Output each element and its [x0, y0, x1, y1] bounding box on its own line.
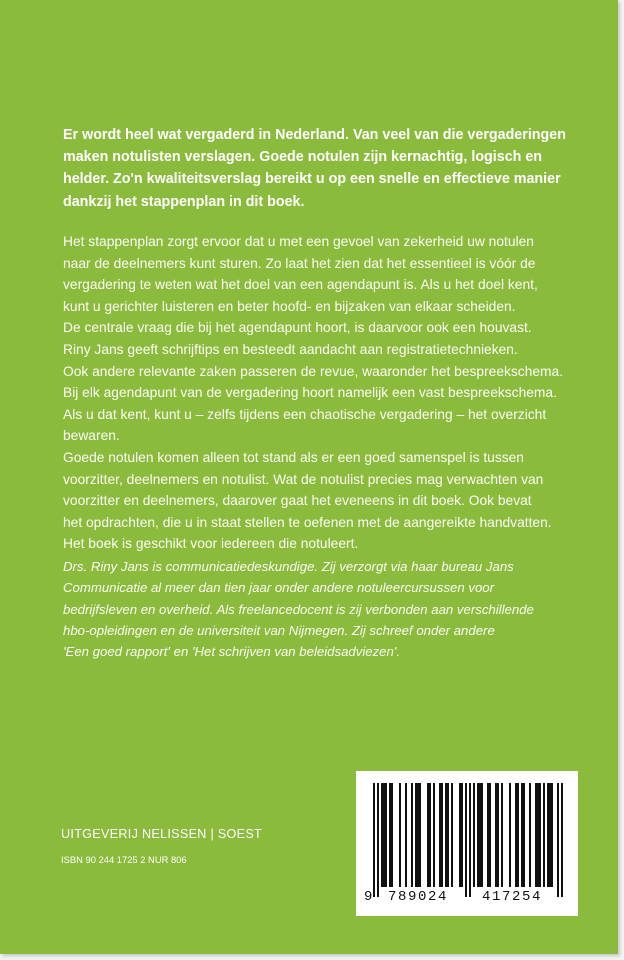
barcode-bar [521, 783, 523, 887]
publisher-name: UITGEVERIJ NELISSEN | SOEST [61, 827, 263, 841]
barcode-bar [389, 783, 391, 887]
barcode-bar [561, 783, 563, 897]
body-line: kunt u gerichter luisteren en beter hoofd- en bijzaken van elkaar scheiden. [63, 298, 516, 314]
body-line: naar de deelnemers kunt sturen. Zo laat het zien dat het essentieel is vóór de [63, 255, 536, 271]
lead-line: dankzij het stappenplan in dit boek. [63, 193, 305, 210]
body-line: Bij elk agendapunt van de vergadering hoort namelijk een vast bespreekschema. [63, 385, 557, 401]
lead-line: helder. Zo'n kwaliteitsverslag bereikt u op een snelle en effectieve manier [63, 171, 561, 188]
barcode-bar [497, 783, 499, 887]
barcode-bar [411, 783, 413, 887]
barcode-bar [399, 783, 401, 887]
author-line: bedrijfsleven en overheid. Als freelancedocent is zij verbonden aan verschillende [63, 601, 534, 617]
author-line: hbo-opleidingen en de universiteit van Nijmegen. Zij schreef onder andere [63, 622, 495, 638]
body-line: De centrale vraag die bij het agendapunt hoort, is daarvoor ook een houvast. [63, 320, 532, 336]
barcode-bar [465, 783, 467, 897]
body-line: Als u dat kent, kunt u – zelfs tijdens een chaotische vergadering – het overzicht [63, 406, 547, 422]
barcode-bar [383, 783, 385, 887]
barcode-digits [356, 889, 578, 909]
barcode-bar [473, 783, 475, 887]
author-line: Communicatie al meer dan tien jaar onder andere notuleercursussen voor [63, 580, 495, 596]
author-bio [63, 556, 583, 662]
barcode-bar [469, 783, 471, 897]
barcode-bar [479, 783, 481, 887]
barcode-bar [405, 783, 407, 887]
barcode-bar [539, 783, 541, 887]
barcode-bar [495, 783, 497, 887]
barcode-bar [419, 783, 421, 887]
barcode-bar [481, 783, 483, 887]
barcode-bar [377, 783, 379, 897]
barcode-bar [477, 783, 479, 887]
lead-line: maken notulisten verslagen. Goede notulen zijn kernachtig, logisch en [63, 149, 543, 166]
barcode-bar [487, 783, 489, 887]
barcode-bar [417, 783, 419, 887]
body-line: Goede notulen komen alleen tot stand als er een goed samenspel is tussen [63, 449, 524, 465]
body-line: het opdrachten, die u in staat stellen te oefenen met de aangereikte handvatten. [63, 514, 552, 530]
barcode-bar [441, 783, 443, 887]
barcode-bar [445, 783, 447, 887]
barcode-bar [427, 783, 429, 887]
body-paragraphs [63, 231, 581, 555]
barcode-bar [433, 783, 435, 887]
barcode-bar [429, 783, 431, 887]
author-line: Drs. Riny Jans is communicatiedeskundige. Zij verzorgt via haar bureau Jans [63, 559, 514, 574]
barcode-digits-right: 417254 [482, 889, 543, 905]
lead-paragraph [63, 124, 573, 213]
barcode-bar [385, 783, 387, 887]
barcode-digit-first: 9 [364, 889, 373, 905]
barcode-bar [515, 783, 517, 887]
barcode-bar [461, 783, 463, 887]
barcode-bar [551, 783, 553, 887]
isbn-line: ISBN 90 244 1725 2 NUR 806 [61, 854, 187, 865]
body-line: Het boek is geschikt voor iedereen die notuleert. [63, 536, 359, 552]
lead-line: Er wordt heel wat vergaderd in Nederland. Van veel van die vergaderingen [63, 127, 566, 143]
barcode [356, 771, 578, 916]
barcode-bar [447, 783, 449, 887]
barcode-bar [535, 783, 537, 887]
barcode-bar [381, 783, 383, 887]
barcode-bar [523, 783, 525, 887]
body-line: Het stappenplan zorgt ervoor dat u met een gevoel van zekerheid uw notulen [63, 234, 534, 249]
barcode-bar [537, 783, 539, 887]
body-line: Riny Jans geeft schrijftips en besteedt aandacht aan registratietechnieken. [63, 341, 518, 357]
barcode-bar [529, 783, 531, 887]
body-line: voorzitter, deelnemers en notulist. Wat de notulist precies mag verwachten van [63, 471, 544, 487]
barcode-bar [509, 783, 511, 887]
barcode-bar [549, 783, 551, 887]
author-line: 'Een goed rapport' en 'Het schrijven van beleidsadviezen'. [63, 644, 401, 660]
barcode-bar [459, 783, 461, 887]
barcode-bar [501, 783, 503, 887]
body-line: bewaren. [63, 428, 120, 444]
barcode-bar [451, 783, 453, 887]
barcode-bar [557, 783, 559, 897]
body-line: Ook andere relevante zaken passeren de revue, waaronder het bespreekschema. [63, 363, 564, 379]
barcode-bar [373, 783, 375, 897]
barcode-digits-left: 789024 [388, 889, 449, 905]
barcode-bar [547, 783, 549, 887]
barcode-bar [439, 783, 441, 887]
body-line: vergadering te weten wat het doel van een agendapunt is. Als u het doel kent, [63, 277, 538, 293]
barcode-bar [415, 783, 417, 887]
body-line: voorzitter en deelnemers, daarover gaat het eveneens in dit boek. Ook bevat [63, 493, 532, 509]
barcode-bar [517, 783, 519, 887]
barcode-bar [543, 783, 545, 887]
barcode-bar [489, 783, 491, 887]
barcode-bar [391, 783, 393, 887]
